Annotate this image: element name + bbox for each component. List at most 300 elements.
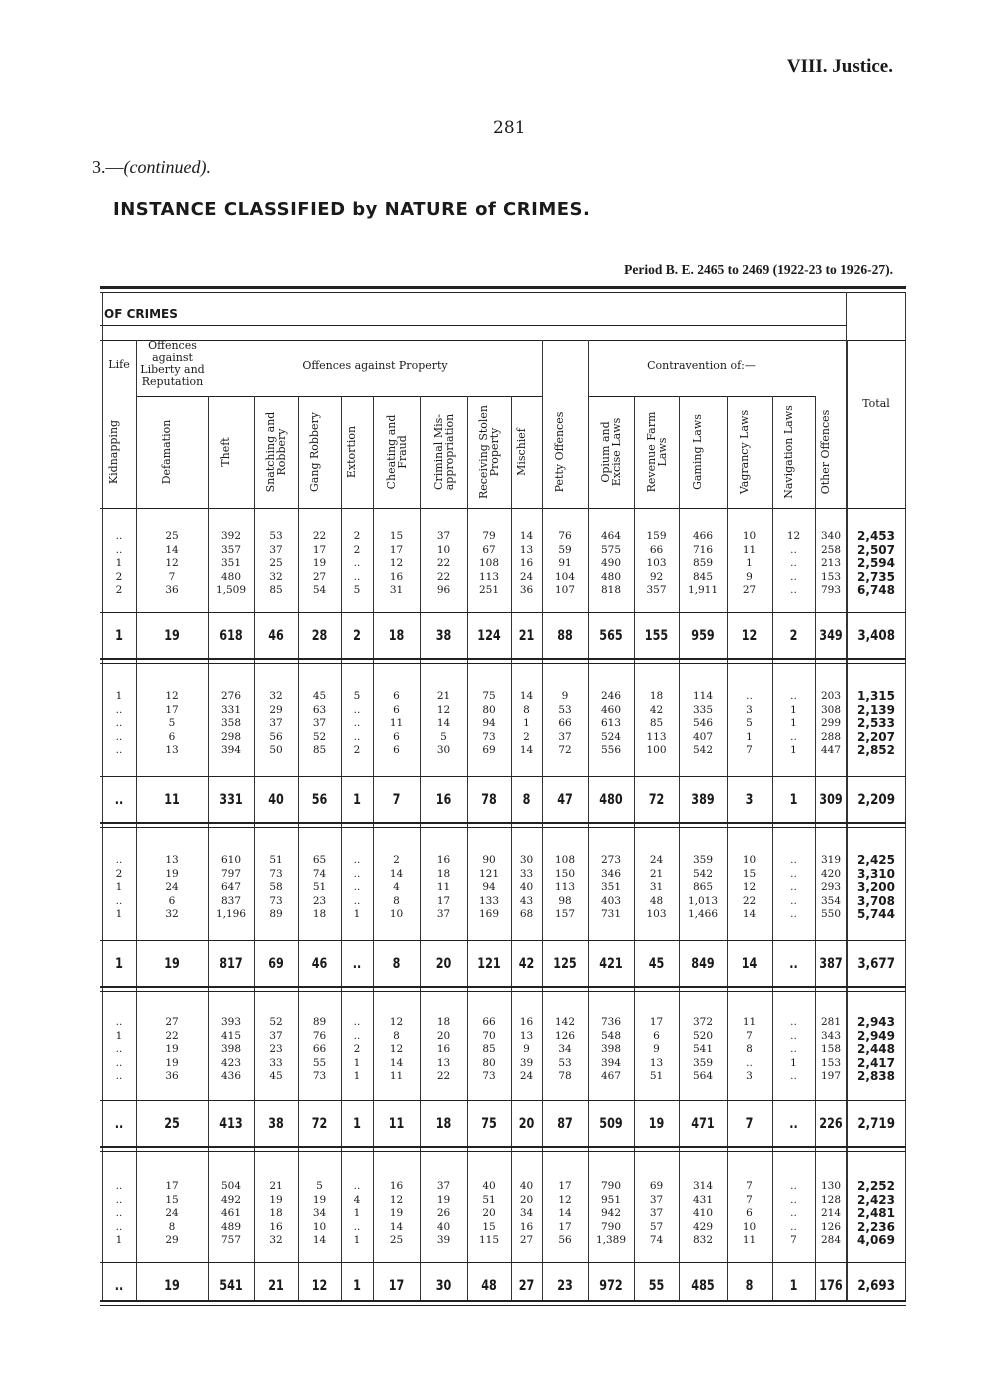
table-cell: 39 bbox=[436, 1234, 451, 1247]
table-cell: 7 bbox=[168, 570, 176, 583]
table-cell: 16 bbox=[519, 1220, 534, 1233]
column-header-vagrancy-laws: Vagrancy Laws bbox=[737, 409, 751, 495]
table-cell: 34 bbox=[519, 1207, 534, 1220]
table-cell: 393 bbox=[220, 1016, 242, 1028]
table-cell: 126 bbox=[554, 1029, 576, 1042]
summary-cell: 12 bbox=[741, 628, 758, 644]
table-cell: 461 bbox=[220, 1207, 242, 1220]
total-cell: 6,748 bbox=[857, 583, 895, 598]
summary-cell: 541 bbox=[219, 1278, 243, 1294]
table-cell: 335 bbox=[692, 703, 714, 716]
liberty-rule bbox=[136, 396, 208, 397]
table-cell: 37 bbox=[649, 1207, 664, 1220]
summary-cell: 42 bbox=[518, 956, 535, 972]
table-cell: 12 bbox=[389, 1193, 404, 1206]
table-cell: 94 bbox=[482, 717, 496, 730]
summary-cell: 18 bbox=[435, 1116, 452, 1132]
table-cell: 1,196 bbox=[215, 908, 247, 921]
summary-cell: 8 bbox=[745, 1278, 754, 1294]
table-cell: 30 bbox=[519, 854, 534, 866]
summary-cell: 176 bbox=[819, 1278, 843, 1294]
summary-cell: 38 bbox=[268, 1116, 284, 1132]
table-cell: .. bbox=[353, 1220, 361, 1233]
table-cell: 340 bbox=[820, 530, 842, 542]
total-cell: 2,852 bbox=[857, 743, 895, 758]
column-header-defamation: Defamation bbox=[160, 419, 173, 485]
table-cell: 40 bbox=[482, 1180, 496, 1192]
summary-cell: 18 bbox=[388, 628, 405, 644]
table-cell: 57 bbox=[649, 1220, 664, 1233]
table-cell: 68 bbox=[519, 908, 534, 921]
table-cell: 9 bbox=[523, 1043, 530, 1056]
table-cell: 78 bbox=[558, 1070, 572, 1083]
table-cell: 3 bbox=[746, 1070, 753, 1083]
summary-cell: 7 bbox=[745, 1116, 754, 1132]
table-cell: .. bbox=[790, 730, 797, 743]
table-cell: 12 bbox=[786, 530, 801, 542]
table-cell: 757 bbox=[220, 1234, 242, 1247]
summary-cell: 471 bbox=[691, 1116, 715, 1132]
table-cell: 73 bbox=[269, 894, 283, 907]
table-cell: 8 bbox=[168, 1220, 176, 1233]
table-cell: .. bbox=[115, 1016, 123, 1028]
summary-cell: 11 bbox=[164, 792, 180, 808]
table-cell: 73 bbox=[312, 1070, 327, 1083]
table-cell: 251 bbox=[478, 584, 500, 597]
table-cell: 281 bbox=[820, 1016, 842, 1028]
table-cell: 66 bbox=[482, 1016, 496, 1028]
table-cell: 7 bbox=[746, 1029, 753, 1042]
table-cell: 89 bbox=[312, 1016, 327, 1028]
table-cell: 1,911 bbox=[687, 584, 719, 597]
table-cell: .. bbox=[353, 1180, 361, 1192]
table-cell: 11 bbox=[389, 717, 404, 730]
table-cell: .. bbox=[790, 690, 797, 702]
table-cell: 51 bbox=[482, 1193, 496, 1206]
table-cell: 15 bbox=[742, 867, 757, 880]
table-cell: 18 bbox=[269, 1207, 283, 1220]
table-cell: 480 bbox=[220, 570, 242, 583]
table-cell: 12 bbox=[389, 1016, 404, 1028]
table-cell: 32 bbox=[269, 1234, 283, 1247]
column-header-kidnapping: Kidnapping bbox=[107, 419, 120, 485]
table-cell: 56 bbox=[269, 730, 283, 743]
table-cell: 1,389 bbox=[595, 1234, 627, 1247]
table-number: 3.— bbox=[92, 157, 124, 177]
table-cell: 51 bbox=[312, 881, 327, 894]
table-cell: 299 bbox=[820, 717, 842, 730]
table-cell: 108 bbox=[478, 557, 500, 570]
summary-cell: 16 bbox=[435, 792, 452, 808]
table-cell: 351 bbox=[600, 881, 622, 894]
table-cell: 66 bbox=[558, 717, 572, 730]
summary-cell: 389 bbox=[691, 792, 715, 808]
table-cell: 19 bbox=[165, 867, 179, 880]
summary-cell: 155 bbox=[644, 628, 669, 644]
summary-cell: 20 bbox=[518, 1116, 535, 1132]
table-cell: 1 bbox=[115, 690, 123, 702]
total-cell: 2,943 bbox=[857, 1015, 895, 1029]
continued-label: (continued). bbox=[123, 157, 211, 177]
table-cell: 358 bbox=[220, 717, 242, 730]
summary-cell: 849 bbox=[691, 956, 715, 972]
column-header-revenue-farm-laws: Revenue Farm Laws bbox=[644, 411, 669, 493]
table-cell: .. bbox=[115, 1193, 123, 1206]
table-cell: 14 bbox=[389, 867, 404, 880]
summary-cell: 12 bbox=[311, 1278, 328, 1294]
table-cell: 58 bbox=[269, 881, 283, 894]
table-cell: 24 bbox=[165, 1207, 179, 1220]
column-header-gaming-laws: Gaming Laws bbox=[691, 414, 704, 490]
table-cell: 73 bbox=[269, 867, 283, 880]
table-cell: 80 bbox=[482, 1056, 496, 1069]
table-cell: 17 bbox=[649, 1016, 664, 1028]
summary-cell: 47 bbox=[557, 792, 573, 808]
table-cell: 2 bbox=[353, 1043, 361, 1056]
table-cell: 27 bbox=[165, 1016, 179, 1028]
table-cell: 103 bbox=[646, 557, 667, 570]
table-cell: 48 bbox=[649, 894, 664, 907]
table-cell: 11 bbox=[436, 881, 451, 894]
table-cell: 10 bbox=[742, 1220, 757, 1233]
table-cell: 6 bbox=[168, 894, 176, 907]
section-heading: VIII. Justice. bbox=[786, 56, 893, 77]
table-cell: 13 bbox=[165, 744, 179, 757]
table-cell: 56 bbox=[558, 1234, 572, 1247]
summary-cell: 959 bbox=[691, 628, 715, 644]
table-cell: 30 bbox=[436, 744, 451, 757]
table-cell: 436 bbox=[220, 1070, 242, 1083]
table-cell: 36 bbox=[165, 1070, 179, 1083]
summary-cell: 20 bbox=[435, 956, 452, 972]
total-cell: 2,735 bbox=[857, 569, 895, 584]
table-cell: 14 bbox=[165, 543, 179, 556]
table-cell: 89 bbox=[269, 908, 283, 921]
table-cell: 15 bbox=[482, 1220, 496, 1233]
summary-cell: 19 bbox=[164, 1278, 180, 1294]
table-cell: .. bbox=[353, 867, 361, 880]
table-cell: 24 bbox=[165, 881, 179, 894]
table-cell: 12 bbox=[389, 557, 404, 570]
table-cell: 546 bbox=[692, 717, 714, 730]
table-cell: 52 bbox=[312, 730, 327, 743]
summary-cell: 1 bbox=[353, 792, 361, 808]
table-cell: 524 bbox=[600, 730, 622, 743]
column-header-cheating-and-fraud: Cheating and Fraud bbox=[384, 414, 409, 490]
bottom-rule bbox=[100, 1300, 906, 1302]
summary-cell: 23 bbox=[557, 1278, 573, 1294]
summary-cell: 17 bbox=[388, 1278, 405, 1294]
summary-cell: 3 bbox=[745, 792, 754, 808]
table-cell: 357 bbox=[646, 584, 667, 597]
table-cell: 73 bbox=[482, 1070, 496, 1083]
table-cell: 298 bbox=[220, 730, 242, 743]
table-cell: 128 bbox=[820, 1193, 842, 1206]
table-cell: 19 bbox=[389, 1207, 404, 1220]
table-cell: 284 bbox=[820, 1234, 842, 1247]
table-cell: 4 bbox=[353, 1193, 361, 1206]
table-cell: 832 bbox=[692, 1234, 714, 1247]
table-cell: 33 bbox=[269, 1056, 283, 1069]
summary-cell: 125 bbox=[553, 956, 577, 972]
table-cell: 203 bbox=[820, 690, 842, 702]
table-cell: 85 bbox=[269, 584, 283, 597]
summary-rule-above bbox=[100, 1262, 906, 1263]
table-cell: 20 bbox=[482, 1207, 496, 1220]
table-cell: 25 bbox=[165, 530, 179, 542]
table-cell: 37 bbox=[269, 1029, 283, 1042]
table-cell: 403 bbox=[600, 894, 622, 907]
table-cell: 308 bbox=[820, 703, 842, 716]
table-cell: 69 bbox=[482, 744, 496, 757]
table-cell: .. bbox=[115, 1220, 123, 1233]
summary-cell: 69 bbox=[268, 956, 284, 972]
table-cell: 1 bbox=[115, 1234, 123, 1247]
summary-cell: 40 bbox=[268, 792, 284, 808]
table-cell: 11 bbox=[742, 543, 757, 556]
summary-cell: .. bbox=[114, 1278, 124, 1294]
summary-cell: 565 bbox=[599, 628, 623, 644]
table-cell: 104 bbox=[554, 570, 576, 583]
table-right-edge bbox=[905, 292, 906, 1300]
total-cell: 2,417 bbox=[857, 1055, 895, 1070]
table-cell: 18 bbox=[649, 690, 664, 702]
table-cell: .. bbox=[115, 744, 123, 757]
table-cell: 75 bbox=[482, 690, 496, 702]
table-cell: 6 bbox=[393, 703, 400, 716]
total-cell: 1,315 bbox=[857, 689, 895, 703]
table-cell: 1 bbox=[115, 1029, 123, 1042]
summary-cell: 11 bbox=[388, 1116, 405, 1132]
table-cell: .. bbox=[790, 1193, 797, 1206]
table-cell: 16 bbox=[389, 1180, 404, 1192]
table-cell: 258 bbox=[820, 543, 842, 556]
table-cell: 1 bbox=[115, 881, 123, 894]
total-cell: 2,252 bbox=[857, 1179, 895, 1193]
total-cell: 2,425 bbox=[857, 853, 895, 867]
total-cell: 3,310 bbox=[857, 866, 895, 881]
table-cell: 22 bbox=[436, 570, 451, 583]
column-header-mischief: Mischief bbox=[514, 428, 528, 476]
table-cell: 293 bbox=[820, 881, 842, 894]
summary-cell: 8 bbox=[522, 792, 531, 808]
summary-cell: 121 bbox=[477, 956, 501, 972]
column-line bbox=[542, 340, 543, 1300]
table-cell: 736 bbox=[600, 1016, 622, 1028]
table-cell: 398 bbox=[220, 1043, 242, 1056]
column-header-extortion: Extortion bbox=[345, 425, 358, 479]
table-cell: 5 bbox=[440, 730, 447, 743]
table-cell: 2 bbox=[353, 543, 361, 556]
table-cell: .. bbox=[353, 881, 361, 894]
summary-cell: 1 bbox=[353, 1116, 361, 1132]
table-cell: 126 bbox=[820, 1220, 842, 1233]
table-cell: 346 bbox=[600, 867, 622, 880]
table-cell: .. bbox=[353, 703, 361, 716]
table-cell: 76 bbox=[558, 530, 572, 542]
summary-cell: .. bbox=[789, 956, 798, 972]
summary-rule-above bbox=[100, 776, 906, 777]
summary-cell: 19 bbox=[648, 1116, 665, 1132]
table-cell: 273 bbox=[600, 854, 622, 866]
table-cell: .. bbox=[790, 867, 797, 880]
table-cell: 16 bbox=[436, 854, 451, 866]
total-cell: 2,481 bbox=[857, 1206, 895, 1221]
table-cell: 6 bbox=[393, 744, 400, 757]
table-cell: 19 bbox=[436, 1193, 451, 1206]
total-cell: 2,949 bbox=[857, 1028, 895, 1043]
table-cell: 54 bbox=[312, 584, 327, 597]
table-cell: 564 bbox=[692, 1070, 714, 1083]
table-cell: 5 bbox=[746, 717, 753, 730]
table-cell: 1 bbox=[790, 703, 797, 716]
table-cell: .. bbox=[790, 908, 797, 921]
table-cell: 12 bbox=[742, 881, 757, 894]
table-cell: 22 bbox=[312, 530, 327, 542]
table-cell: 121 bbox=[478, 867, 500, 880]
table-cell: 7 bbox=[746, 1180, 753, 1192]
summary-cell: 387 bbox=[819, 956, 843, 972]
table-cell: 45 bbox=[312, 690, 327, 702]
column-header-other-offences: Other Offences bbox=[819, 409, 832, 495]
table-cell: .. bbox=[353, 717, 361, 730]
table-cell: 14 bbox=[312, 1234, 327, 1247]
summary-cell: 8 bbox=[392, 956, 401, 972]
table-cell: 351 bbox=[220, 557, 242, 570]
table-cell: 9 bbox=[653, 1043, 660, 1056]
table-cell: 480 bbox=[600, 570, 622, 583]
table-cell: 8 bbox=[523, 703, 530, 716]
table-title: INSTANCE CLASSIFIED by NATURE of CRIMES. bbox=[113, 199, 591, 220]
table-cell: 17 bbox=[558, 1220, 572, 1233]
table-cell: .. bbox=[115, 1207, 123, 1220]
table-cell: .. bbox=[353, 1016, 361, 1028]
table-cell: 6 bbox=[393, 690, 400, 702]
total-cell: 3,708 bbox=[857, 893, 895, 908]
table-cell: 74 bbox=[312, 867, 327, 880]
summary-total-cell: 3,677 bbox=[857, 956, 895, 972]
table-cell: .. bbox=[115, 1180, 123, 1192]
table-cell: 23 bbox=[312, 894, 327, 907]
table-cell: 19 bbox=[312, 1193, 327, 1206]
summary-cell: 45 bbox=[648, 956, 665, 972]
table-cell: 2 bbox=[115, 570, 123, 583]
summary-cell: 1 bbox=[353, 1278, 361, 1294]
table-cell: .. bbox=[790, 1180, 797, 1192]
table-cell: 32 bbox=[269, 690, 283, 702]
summary-total-cell: 2,209 bbox=[857, 792, 895, 808]
table-cell: .. bbox=[790, 1070, 797, 1083]
table-cell: .. bbox=[353, 854, 361, 866]
table-cell: 7 bbox=[746, 1193, 753, 1206]
property-rule bbox=[208, 396, 542, 397]
table-cell: 31 bbox=[389, 584, 404, 597]
table-cell: 13 bbox=[165, 854, 179, 866]
table-cell: 90 bbox=[482, 854, 496, 866]
summary-rule-above bbox=[100, 612, 906, 613]
table-cell: 15 bbox=[165, 1193, 179, 1206]
summary-cell: 817 bbox=[219, 956, 243, 972]
summary-cell: .. bbox=[114, 1116, 124, 1132]
table-cell: 14 bbox=[558, 1207, 572, 1220]
table-cell: 32 bbox=[165, 908, 179, 921]
table-cell: 793 bbox=[820, 584, 842, 597]
table-cell: 731 bbox=[600, 908, 622, 921]
table-cell: 53 bbox=[269, 530, 283, 542]
table-cell: 542 bbox=[692, 744, 714, 757]
table-cell: 12 bbox=[389, 1043, 404, 1056]
table-cell: 43 bbox=[519, 894, 534, 907]
summary-cell: 7 bbox=[392, 792, 401, 808]
summary-rule-above bbox=[100, 1100, 906, 1101]
table-cell: 14 bbox=[389, 1056, 404, 1069]
table-cell: 42 bbox=[649, 703, 664, 716]
table-cell: 16 bbox=[436, 1043, 451, 1056]
table-cell: 550 bbox=[820, 908, 842, 921]
period-label: Period B. E. 2465 to 2469 (1922-23 to 1926-27). bbox=[624, 262, 893, 277]
table-cell: 36 bbox=[165, 584, 179, 597]
table-cell: .. bbox=[790, 1016, 797, 1028]
table-cell: 10 bbox=[312, 1220, 327, 1233]
table-cell: 5 bbox=[316, 1180, 323, 1192]
table-cell: 15 bbox=[389, 530, 404, 542]
table-cell: 113 bbox=[554, 881, 576, 894]
table-cell: 52 bbox=[269, 1016, 283, 1028]
table-cell: 246 bbox=[600, 690, 622, 702]
table-cell: 17 bbox=[312, 543, 327, 556]
table-cell: 21 bbox=[649, 867, 664, 880]
summary-cell: .. bbox=[114, 792, 124, 808]
table-cell: 17 bbox=[436, 894, 451, 907]
table-cell: 153 bbox=[820, 1056, 842, 1069]
summary-cell: 972 bbox=[599, 1278, 623, 1294]
total-cell: 2,533 bbox=[857, 716, 895, 731]
summary-cell: 331 bbox=[219, 792, 243, 808]
summary-cell: 46 bbox=[311, 956, 328, 972]
block-rule bbox=[100, 822, 906, 824]
table-cell: 76 bbox=[312, 1029, 327, 1042]
table-cell: 65 bbox=[312, 854, 327, 866]
table-cell: 21 bbox=[269, 1180, 283, 1192]
table-cell: 18 bbox=[436, 867, 451, 880]
table-cell: 213 bbox=[820, 557, 842, 570]
table-cell: 613 bbox=[600, 717, 622, 730]
summary-cell: .. bbox=[789, 1116, 798, 1132]
table-cell: 153 bbox=[820, 570, 842, 583]
table-cell: 17 bbox=[389, 543, 404, 556]
table-cell: 17 bbox=[558, 1180, 572, 1192]
table-cell: 489 bbox=[220, 1220, 242, 1233]
table-cell: 3 bbox=[746, 703, 753, 716]
total-cell: 2,139 bbox=[857, 702, 895, 717]
table-cell: 429 bbox=[692, 1220, 714, 1233]
table-cell: 1 bbox=[353, 1207, 361, 1220]
table-cell: 40 bbox=[519, 1180, 534, 1192]
table-cell: 67 bbox=[482, 543, 496, 556]
column-header-opium-and-excise-laws: Opium and Excise Laws bbox=[599, 417, 623, 487]
table-cell: .. bbox=[115, 717, 123, 730]
table-cell: 359 bbox=[692, 854, 714, 866]
summary-cell: 413 bbox=[219, 1116, 243, 1132]
summary-cell: 309 bbox=[819, 792, 843, 808]
table-cell: 7 bbox=[746, 744, 753, 757]
table-cell: 942 bbox=[600, 1207, 622, 1220]
table-cell: .. bbox=[115, 530, 123, 542]
table-cell: 79 bbox=[482, 530, 496, 542]
block-rule bbox=[100, 658, 906, 660]
table-cell: 314 bbox=[692, 1180, 714, 1192]
summary-cell: 55 bbox=[648, 1278, 665, 1294]
